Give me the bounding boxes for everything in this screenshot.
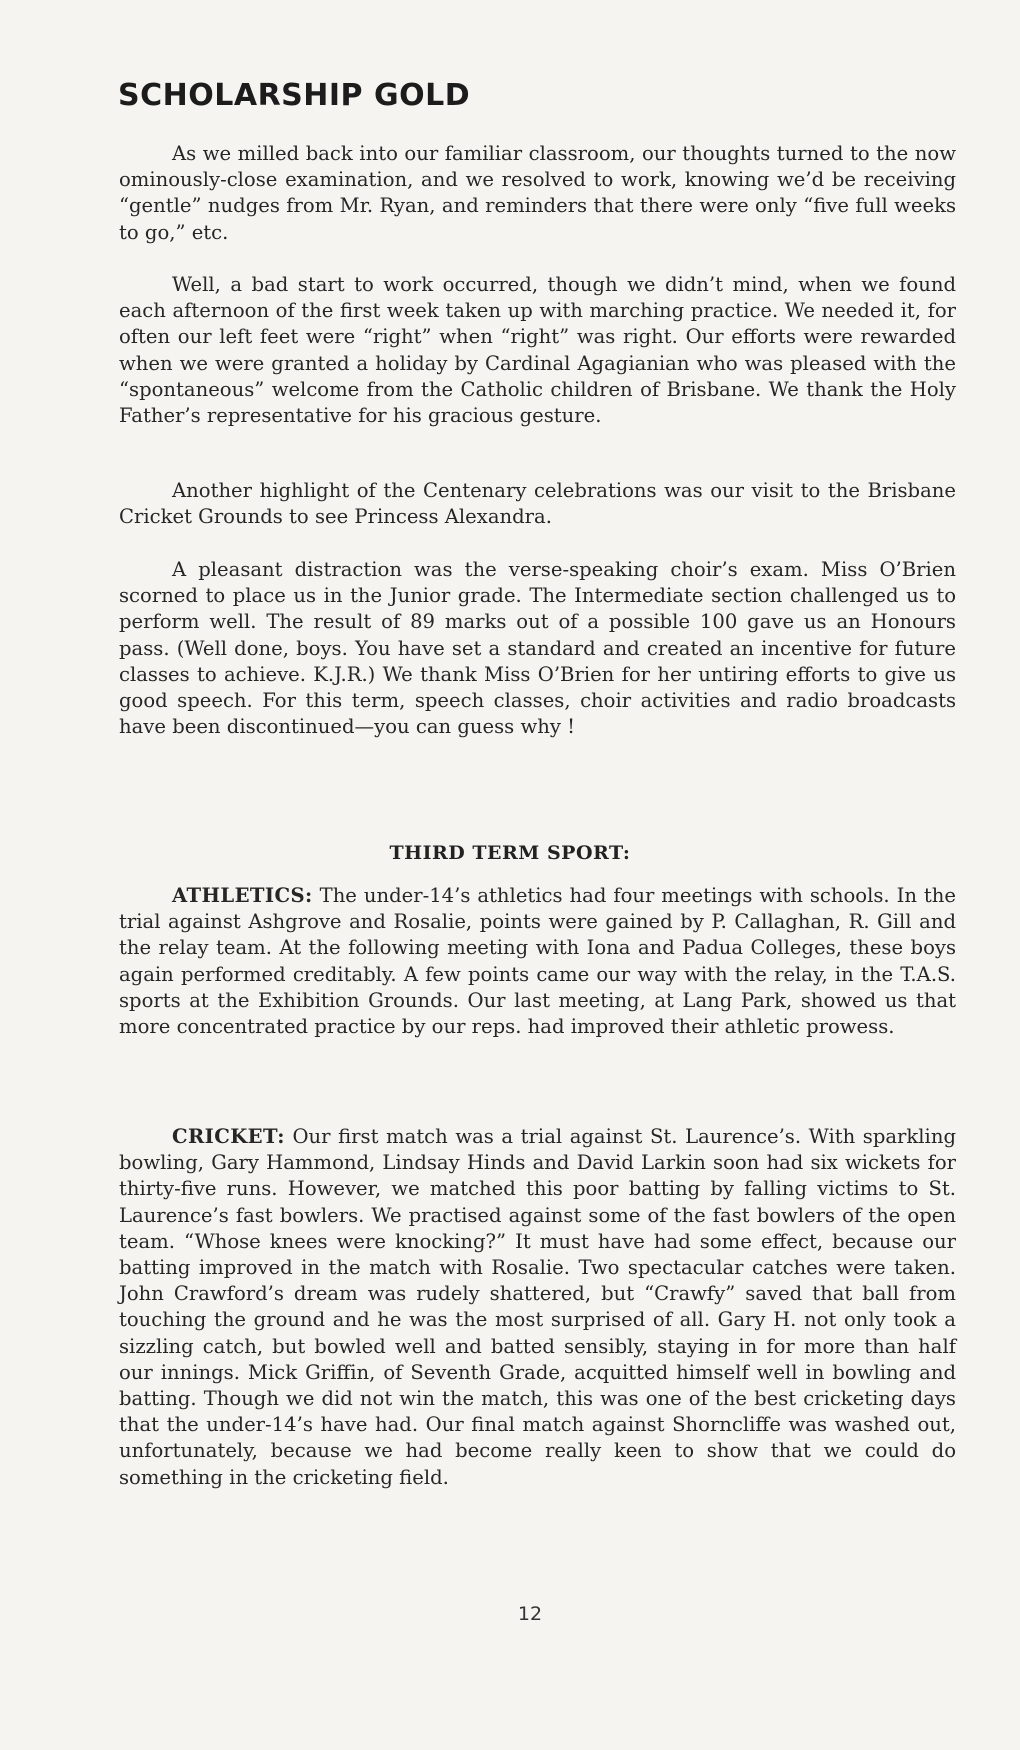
athletics-text: The under-14’s athletics had four meetings with schools. In the trial against Ashgrove and Rosalie, points were gained by P. Callaghan, R. Gill and the relay team. At the following meeting with Iona and Padua Colleges, these boys again performed creditably. A few points came our way with the relay, in the T.A.S. sports at the Exhibition Grounds. Our last meeting, at Lang Park, showed us that more concentrated practice by our reps. had improved their athletic prowess. — [119, 884, 956, 1039]
page-number: 12 — [517, 1603, 543, 1625]
paragraph-cricket — [119, 1124, 956, 1491]
paragraph-marching-practice: Well, a bad start to work occurred, though we didn’t mind, when we found each afternoon of the first week taken up with marching practice. We needed it, for often our left feet were “right” when “right” was right. Our efforts were rewarded when we were granted a holiday by Cardinal Agagianian who was pleased with the “spontaneous” welcome from the Catholic children of Brisbane. We thank the Holy Father’s representative for his gracious gesture. — [119, 273, 956, 428]
section-heading-third-term-sport: THIRD TERM SPORT: — [389, 842, 631, 864]
paragraph-classroom: As we milled back into our familiar classroom, our thoughts turned to the now ominously-close examination, and we resolved to work, knowing we’d be receiving “gentle” nudges from Mr. Ryan, and reminders that there were only “five full weeks to go,” etc. — [119, 142, 956, 244]
paragraph-centenary: Another highlight of the Centenary celebrations was our visit to the Brisbane Cricket Grounds to see Princess Alexandra. — [119, 479, 956, 529]
paragraph-verse-speaking: A pleasant distraction was the verse-speaking choir’s exam. Miss O’Brien scorned to place us in the Junior grade. The Intermediate section challenged us to perform well. The result of 89 marks out of a possible 100 gave us an Honours pass. (Well done, boys. You have set a standard and created an incentive for future classes to achieve. K.J.R.) We thank Miss O’Brien for her untiring efforts to give us good speech. For this term, speech classes, choir activities and radio broadcasts have been discontinued—you can guess why ! — [119, 558, 956, 739]
athletics-label: ATHLETICS: — [172, 884, 313, 907]
page-title: SCHOLARSHIP GOLD — [118, 78, 471, 113]
paragraph-athletics — [119, 883, 956, 1040]
cricket-text: Our first match was a trial against St. Laurence’s. With sparkling bowling, Gary Hammond, Lindsay Hinds and David Larkin soon had six wickets for thirty-five runs. However, we matched this poor batting by falling victims to St. Laurence’s fast bowlers. We practised against some of the fast bowlers of the open team. “Whose knees were knocking?” It must have had some effect, because our batting improved in the match with Rosalie. Two spectacular catches were taken. John Crawford’s dream was rudely shattered, but “Crawfy” saved that ball from touching the ground and he was the most surprised of all. Gary H. not only took a sizzling catch, but bowled well and batted sensibly, staying in for more than half our innings. Mick Griffin, of Seventh Grade, acquitted himself well in bowling and batting. Though we did not win the match, this was one of the best cricketing days that the under-14’s have had. Our final match against Shorncliffe was washed out, unfortunately, because we had become really keen to show that we could do something in the cricketing field. — [119, 1125, 956, 1489]
cricket-label: CRICKET: — [172, 1125, 285, 1148]
